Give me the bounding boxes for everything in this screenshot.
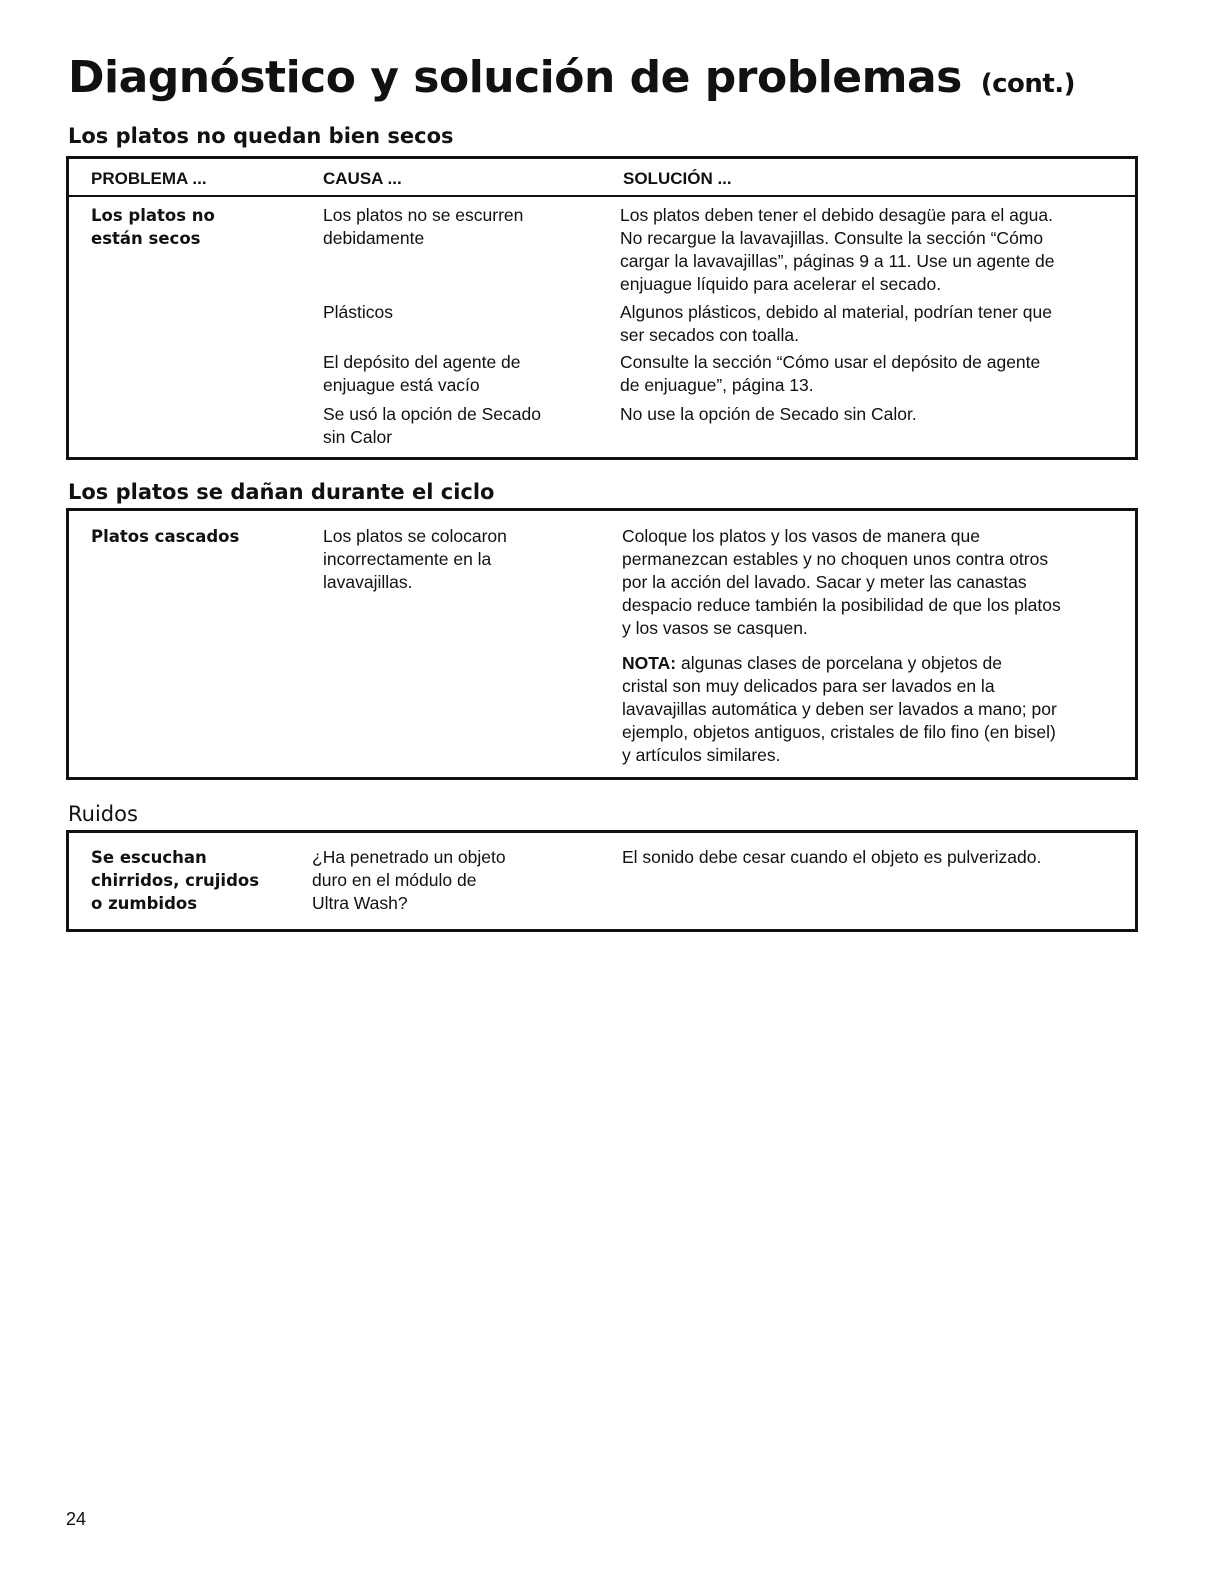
problem-line: están secos xyxy=(91,229,201,248)
header-cause: CAUSA ... xyxy=(323,169,402,188)
problem-line: Se escuchan xyxy=(91,848,207,867)
header-problem: PROBLEMA ... xyxy=(91,169,207,188)
problem-line: o zumbidos xyxy=(91,894,198,913)
cause-cell xyxy=(323,525,603,594)
page-number: 24 xyxy=(66,1509,87,1529)
cause-line: Ultra Wash? xyxy=(312,893,408,913)
note-line xyxy=(622,652,1132,675)
solution-line: despacio reduce también la posibilidad de que los platos xyxy=(622,595,1061,615)
solution-cell xyxy=(620,301,1130,347)
note-line: ejemplo, objetos antiguos, cristales de filo fino (en bisel) xyxy=(622,722,1056,742)
cause-line: El depósito del agente de xyxy=(323,352,521,372)
solution-cell xyxy=(622,525,1132,640)
solution-line: Los platos deben tener el debido desagüe para el agua. xyxy=(620,205,1053,225)
solution-line: y los vasos se casquen. xyxy=(622,618,808,638)
solution-cell xyxy=(622,846,1132,869)
solution-line: Consulte la sección “Cómo usar el depósito de agente xyxy=(620,352,1041,372)
problem-cell xyxy=(91,204,291,250)
problem-cell xyxy=(91,525,291,548)
cause-cell xyxy=(312,846,592,915)
problem-line: Platos cascados xyxy=(91,527,240,546)
problem-line: chirridos, crujidos xyxy=(91,871,260,890)
cause-cell xyxy=(323,403,603,449)
cause-line: enjuague está vacío xyxy=(323,375,480,395)
problem-line: Los platos no xyxy=(91,206,215,225)
cause-line: Plásticos xyxy=(323,302,394,322)
table-drying xyxy=(66,156,1138,460)
table-damage xyxy=(66,508,1138,780)
table-header xyxy=(69,159,1135,197)
solution-line: Algunos plásticos, debido al material, podrían tener que xyxy=(620,302,1052,322)
problem-cell xyxy=(91,846,291,915)
note-label: NOTA: xyxy=(622,653,677,673)
solution-line: cargar la lavavajillas”, páginas 9 a 11. Use un agente de xyxy=(620,251,1055,271)
solution-line: por la acción del lavado. Sacar y meter las canastas xyxy=(622,572,1027,592)
note-line: cristal son muy delicados para ser lavados en la xyxy=(622,676,995,696)
cause-cell xyxy=(323,204,603,250)
cause-cell xyxy=(323,301,603,324)
cause-line: Se usó la opción de Secado xyxy=(323,404,541,424)
cause-line: ¿Ha penetrado un objeto xyxy=(312,847,506,867)
solution-line: ser secados con toalla. xyxy=(620,325,799,345)
cause-line: sin Calor xyxy=(323,427,393,447)
cause-line: incorrectamente en la xyxy=(323,549,492,569)
solution-cell xyxy=(620,204,1130,296)
solution-line: No use la opción de Secado sin Calor. xyxy=(620,404,917,424)
note-line: lavavajillas automática y deben ser lavados a mano; por xyxy=(622,699,1057,719)
solution-line: permanezcan estables y no choquen unos contra otros xyxy=(622,549,1049,569)
note-cell xyxy=(622,652,1132,767)
solution-line: Coloque los platos y los vasos de manera que xyxy=(622,526,980,546)
title-suffix: (cont.) xyxy=(980,69,1076,99)
cause-cell xyxy=(323,351,603,397)
solution-line: de enjuague”, página 13. xyxy=(620,375,814,395)
section-title-noise: Ruidos xyxy=(68,802,138,826)
cause-line: Los platos se colocaron xyxy=(323,526,507,546)
cause-line: debidamente xyxy=(323,228,425,248)
cause-line: Los platos no se escurren xyxy=(323,205,524,225)
cause-line: lavavajillas. xyxy=(323,572,413,592)
solution-cell xyxy=(620,351,1130,397)
solution-cell xyxy=(620,403,1130,426)
solution-line: enjuague líquido para acelerar el secado. xyxy=(620,274,942,294)
table-noise xyxy=(66,830,1138,932)
note-line: y artículos similares. xyxy=(622,745,781,765)
header-solution: SOLUCIÓN ... xyxy=(623,169,732,188)
section-title-damage: Los platos se dañan durante el ciclo xyxy=(68,480,495,504)
note-text: algunas clases de porcelana y objetos de xyxy=(676,653,1003,673)
section-title-drying: Los platos no quedan bien secos xyxy=(68,124,454,148)
solution-line: No recargue la lavavajillas. Consulte la sección “Cómo xyxy=(620,228,1044,248)
page-title: Diagnóstico y solución de problemas (cont.) xyxy=(68,52,1076,103)
cause-line: duro en el módulo de xyxy=(312,870,477,890)
solution-line: El sonido debe cesar cuando el objeto es pulverizado. xyxy=(622,847,1042,867)
